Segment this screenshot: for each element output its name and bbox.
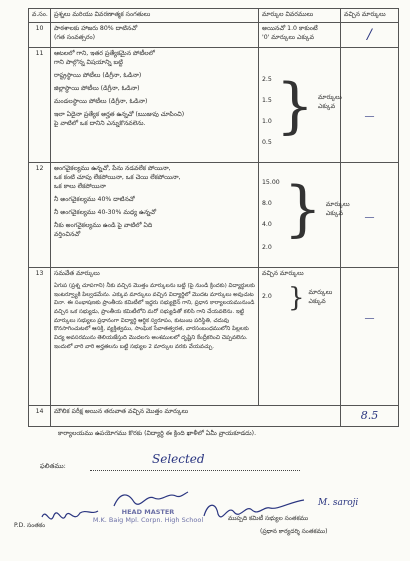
- row-line: ఇలా ఏదైనా ప్రత్యేక అర్హత ఉన్నచో (ఋజువు చూపించి): [54, 111, 185, 119]
- row-description: [51, 268, 259, 406]
- row-line: రాష్ట్రస్థాయి పోటీలు (డిగ్రీనా, ఓడినా): [54, 72, 142, 80]
- table-header-row: [29, 9, 399, 23]
- marks-note: '0' మార్కులు ఎక్కువ: [262, 33, 315, 41]
- point-value: 1.5: [262, 97, 272, 105]
- point-value: 15.00: [262, 179, 280, 187]
- brace-icon: }: [288, 283, 305, 314]
- header-awarded: వచ్చిన మార్కులు: [341, 9, 399, 23]
- awarded-mark: [341, 22, 399, 47]
- row-description: [51, 22, 259, 47]
- row-line: వర్తించినచో: [54, 231, 81, 239]
- secretary-signature-caption: (ప్రధాన కార్యదర్శి సంతకము): [260, 528, 328, 535]
- row-title: సమవేత మార్కులు: [54, 270, 100, 278]
- head-master-signature: [110, 488, 190, 514]
- row-line: జిల్లాస్థాయి పోటీలు (డిగ్రీనా, ఓడినా): [54, 85, 140, 93]
- row-line: అంగవైకల్యము ఉన్నచో, పేను నడవలేక పోయినా,: [54, 165, 171, 173]
- row-line: ఆటలలో గాని, ఇతర ప్రత్యేకమైన పోటీలలో: [54, 50, 155, 58]
- handwritten-mark: /: [367, 26, 372, 43]
- point-value: 2.0: [262, 244, 272, 252]
- header-subject: ప్రశ్నలు మరియు వివరణాత్మక సంగతులు: [51, 9, 259, 23]
- row-description: [51, 48, 259, 163]
- row-paragraph: ఏగుప (ప్రశ్న చూపగాని) నీకు వచ్చిన మొత్తం మార్కులను బట్టి (పై నుండి క్రిందకు) విద్యార్థులకు ఇంటర్వ్యూకి పిల్వడమేను. ఎక్కువ మార్కులు వచ్చిన విద్యార్థిలో మొదట మార్కులు అవుచుట వినా. ఈ సంభాషణకు ప్రాంతీయ కమిటీలో ఇద్దరు సభ్యులైన్ గాని, ప్రధాన కార్యాలయమునుండి వచ్చిన ఒక సభ్యుడు, ప్రాంతీయ కమిటీలోని మరో సభ్యుడితో కలిసి గాని చేయవలెను. ఇట్టి మార్కులు సభ్యులు ప్రధానంగా విద్యార్థి ఆర్థిక స్వరూపం, కుటుంబ పరిస్థితి, చదువు కొనసాగించుటలో ఆసక్తి, వ్యక్తిత్వము, సాంఘిక సేవాతత్వరత, వారసంబంధములోని పిల్లలకు విద్య అవసరమును తెలియజేస్తుది మొదలగు అంశములలో దృష్టిని కేంద్రీకరించి చెప్పవలెను. ఇందులో వారి వారి అర్హతలను బట్టి సభ్యుల 2 మార్కుల వరకు వేయవచ్చు.: [54, 283, 255, 350]
- pd-signature-label: P.D. సంతకం: [14, 522, 46, 529]
- row-line: మండలస్థాయి పోటీలు (డిగ్రీనా, ఓడినా): [54, 98, 148, 106]
- row-line: (గత సంవత్సరం): [54, 33, 96, 41]
- row-marks-details: [259, 48, 341, 163]
- header-sno: వ.సం.: [29, 9, 51, 23]
- stamp-title: HEAD MASTER: [121, 508, 175, 516]
- table-row: [29, 406, 399, 427]
- row-marks-details: [259, 268, 341, 406]
- point-value: 2.5: [262, 76, 272, 84]
- handwritten-mark: —: [364, 111, 375, 123]
- marks-title: వచ్చిన మార్కులు: [262, 270, 304, 278]
- marks-label: మార్కులు: [325, 201, 350, 209]
- row-line: పాఠశాలకు హాజరు 80% దాటినచో: [54, 24, 138, 32]
- committee-handwritten-name: M. saroji: [318, 498, 359, 508]
- result-label: ఫలితము:: [40, 462, 66, 470]
- marks-label: ఎక్కువ: [318, 103, 336, 111]
- row-marks-details: [259, 22, 341, 47]
- marks-label: మార్కులు: [308, 289, 333, 297]
- office-use-note: కార్యాలయము ఉపయోగము కొరకు (విద్యార్థి ఈ క్రింది ఖాళీలో ఏమీ వ్రాయకూడదు).: [58, 430, 257, 437]
- handwritten-mark: —: [364, 212, 375, 224]
- point-value: 8.0: [262, 200, 272, 208]
- point-value: 0.5: [262, 139, 272, 147]
- committee-member-signature: [200, 494, 310, 530]
- marks-note: అయినచో 1.0 కాకుంటే: [262, 24, 318, 32]
- point-value: 4.0: [262, 221, 272, 229]
- awarded-mark: [341, 406, 399, 427]
- header-marks-details: మార్కుల వివరములు: [259, 9, 341, 23]
- marks-label: ఎక్కువ: [308, 298, 326, 306]
- handwritten-mark: —: [364, 313, 375, 325]
- row-line: నీకు అంగవైకల్యము ఉండి పై వాటిలో ఏది: [54, 222, 153, 230]
- row-sno: 14: [29, 406, 51, 427]
- table-row: [29, 22, 399, 47]
- row-sno: 11: [29, 48, 51, 163]
- marks-table: [28, 8, 399, 427]
- awarded-mark: [341, 268, 399, 406]
- row-line: నీ అంగవైకల్యము 40% దాటినచో: [54, 196, 135, 204]
- row-sno: 13: [29, 268, 51, 406]
- row-description: [51, 406, 341, 427]
- row-marks-details: [259, 163, 350, 268]
- point-value: 1.0: [262, 118, 272, 126]
- table-row: [29, 163, 399, 268]
- stamp-school: M.K. Baig Mpl. Corpn. High School: [92, 516, 204, 525]
- brace-icon: }: [275, 71, 315, 142]
- point-value: 2.0: [262, 293, 272, 301]
- row-line: ఒక కంటి చూపు లేకపోయినా, ఒక చెయి లేకపోయినా,: [54, 174, 181, 182]
- row-sno: 12: [29, 163, 51, 268]
- table-row: [29, 268, 399, 406]
- result-line: [90, 470, 300, 471]
- row-line: పై వాటిలో ఒక దానిని ఎన్నుకొనవలెను.: [54, 120, 146, 128]
- row-description: [51, 163, 259, 268]
- row-line: ఒక కాలు లేకపోయినా: [54, 183, 106, 191]
- awarded-mark: [341, 48, 399, 163]
- total-mark: 8.5: [360, 409, 379, 423]
- row-line: నీ అంగవైకల్యము 40-30% మధ్య ఉన్నచో: [54, 209, 157, 217]
- result-value: Selected: [152, 452, 205, 466]
- brace-icon: }: [283, 174, 322, 245]
- marks-label: మార్కులు: [318, 94, 342, 102]
- row-sno: 10: [29, 22, 51, 47]
- row-line: గాని పాల్గొన్న విషయాన్ని బట్టి: [54, 59, 123, 67]
- row-line: మౌలిక పరీక్ష అయిన తరువాత వచ్చిన మొత్తం మార్కులు: [54, 408, 189, 416]
- committee-signature-caption: ముప్పది కమిటీ సభ్యుల సంతకము: [228, 515, 309, 522]
- marks-label: ఎక్కువ: [325, 210, 343, 218]
- table-row: [29, 48, 399, 163]
